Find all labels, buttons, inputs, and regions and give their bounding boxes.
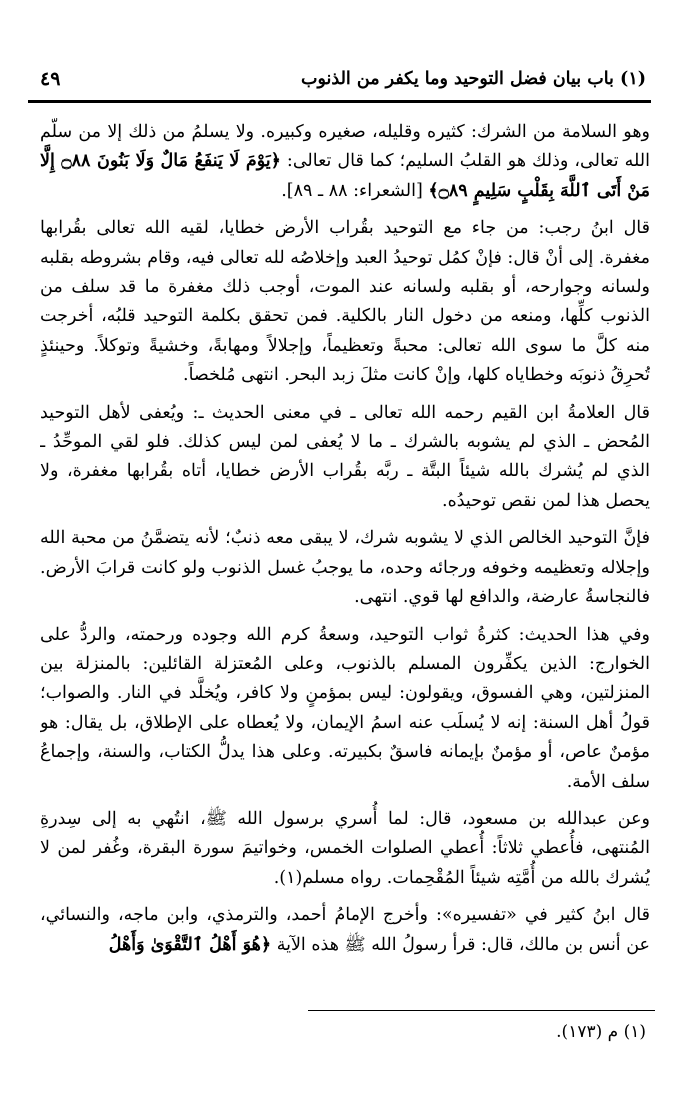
quran-verse: ﴿يَوْمَ لَا يَنفَعُ مَالٌ وَلَا بَنُونَ ۝٨٨ إِلَّا مَنْ أَتَى ٱللَّهَ بِقَلْبٍ سَلِيمٍ ۝٨٩﴾ (40, 151, 650, 201)
paragraph: قال ابنُ كثير في «تفسيره»: وأخرج الإمامُ أحمد، والترمذي، وابن ماجه، والنسائي، عن أنس بن مالك، قال: قرأ رسولُ الله ﷺ هذه الآية ﴿هُوَ أَهْلُ ٱلتَّقْوَىٰ وَأَهْلُ (40, 905, 650, 955)
page-header (40, 62, 646, 96)
quran-verse: ﴿هُوَ أَهْلُ ٱلتَّقْوَىٰ وَأَهْلُ (108, 934, 272, 955)
header-rule (28, 100, 651, 103)
footnote-rule (308, 1010, 655, 1011)
footnote: (١) م (١٧٣). (556, 1022, 646, 1042)
paragraph: وعن عبدالله بن مسعود، قال: لما أُسري برسول الله ﷺ، انتُهي به إلى سِدرةِ المُنتهى، فأُعطي ثلاثاً: أُعطي الصلوات الخمس، وخواتيمَ سورة البقرة، وغُفر لمن لا يُشرك بالله من أُمَّتِه شيئاً المُقْحِمات. رواه مسلم(١). (40, 808, 650, 888)
chapter-title: (١) باب بيان فضل التوحيد وما يكفر من الذنوب (301, 69, 646, 89)
paragraph: فإنَّ التوحيد الخالص الذي لا يشوبه شرك، لا يبقى معه ذنبٌ؛ لأنه يتضمَّنُ من محبة الله وإجلاله وتعظيمه وخوفه ورجائه وحده، ما يوجبُ غسل الذنوب ولو كانت قرابَ الأرض. فالنجاسةُ عارضة، والدافع لها قوي. انتهى. (40, 528, 650, 608)
page-body (40, 118, 650, 974)
paragraph: قال العلامةُ ابن القيم رحمه الله تعالى ـ في معنى الحديث ـ: ويُعفى لأهل التوحيد المُحض ـ الذي لم يشوبه بالشرك ـ ما لا يُعفى لمن ليس كذلك. فلو لقي الموحِّدُ ـ الذي لم يُشرك بالله شيئاً البتَّة ـ ربَّه بقُراب الأرض خطايا، أتاه بقُرابها مغفرة، ولا يحصل هذا لمن نقص توحيدُه. (40, 402, 650, 511)
paragraph: وفي هذا الحديث: كثرةُ ثواب التوحيد، وسعةُ كرم الله وجوده ورحمته، والردُّ على الخوارج: الذين يكفِّرون المسلم بالذنوب، وعلى المُعتزلة القائلين: بالمنزلة بين المنزلتين، وهي الفسوق، ويقولون: ليس بمؤمنٍ ولا كافر، ويُخلَّد في النار. والصواب؛ قولُ أهل السنة: إنه لا يُسلَب عنه اسمُ الإيمان، ولا يُعطاه على الإطلاق، بل يقال: هو مؤمنٌ عاص، أو مؤمنٌ بإيمانه فاسقٌ بكبيرته. وعلى هذا يدلُّ الكتاب، والسنة، وإجماعُ سلف الأمة. (40, 624, 650, 792)
paragraph: قال ابنُ رجب: من جاء مع التوحيد بقُراب الأرض خطايا، لقيه الله تعالى بقُرابها مغفرة. إلى أنْ قال: فإنْ كمُل توحيدُ العبد وإخلاصُه لله تعالى فيه، وقام بشروطه بقلبه ولسانه وجوارحه، أو بقلبه ولسانه عند الموت، أوجب ذلك مغفرة ما قد سلف من الذنوب كلِّها، ومنعه من دخول النار بالكلية. فمن تحقق بكلمة التوحيد قلبُه، أخرجت منه كلَّ ما سوى الله تعالى: محبةً وتعظيماً، وإجلالاً ومهابةً، وخشيةً وتوكلاً. وحينئذٍ تُحرِقُ ذنوبَه وخطاياه كلها، وإنْ كانت مثلَ زبد البحر. انتهى مُلخصاً. (40, 218, 650, 386)
page-number: ٤٩ (40, 68, 61, 90)
paragraph: وهو السلامة من الشرك: كثيره وقليله، صغيره وكبيره. ولا يسلمُ من ذلك إلا من سلَّم الله تعالى، وذلك هو القلبُ السليم؛ كما قال تعالى: ﴿يَوْمَ لَا يَنفَعُ مَالٌ وَلَا بَنُونَ ۝٨٨ إِلَّا مَنْ أَتَى ٱللَّهَ بِقَلْبٍ سَلِيمٍ ۝٨٩﴾ [الشعراء: ٨٨ ـ ٨٩]. (40, 122, 650, 201)
